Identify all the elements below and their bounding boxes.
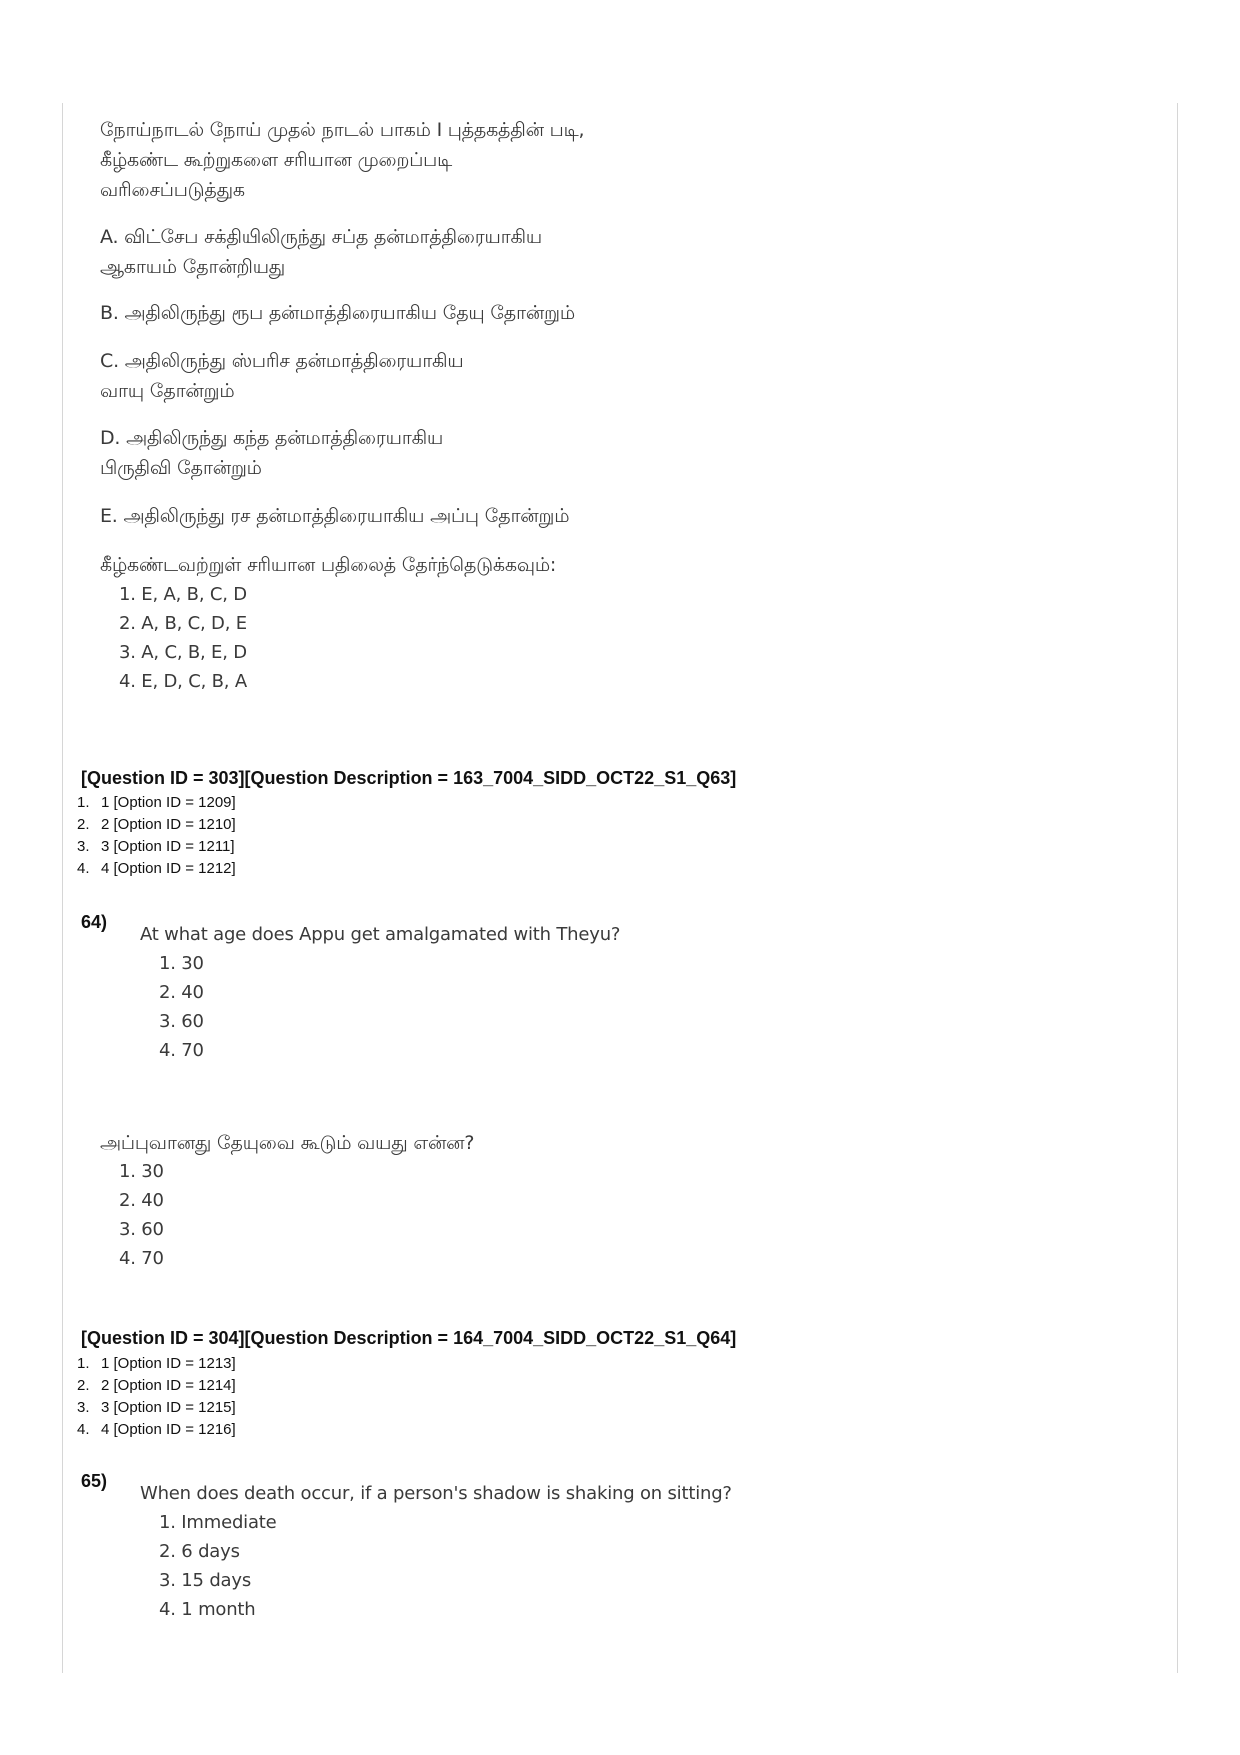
right-margin-line	[1177, 103, 1178, 1673]
q63-choices	[119, 580, 247, 696]
q65-english-choice: 4. 1 month	[159, 1599, 256, 1620]
q65-english-choice: 2. 6 days	[159, 1541, 240, 1562]
q65-number: 65)	[81, 1471, 108, 1491]
q63-tamil-question	[100, 115, 584, 205]
option-id-row: 2. 2 [Option ID = 1210]	[77, 816, 236, 833]
q63-choice: 2. A, B, C, D, E	[119, 613, 247, 634]
q64-option-ids	[77, 1353, 236, 1441]
option-id-row: 2. 2 [Option ID = 1214]	[77, 1377, 236, 1394]
q63-option-ids	[77, 792, 236, 880]
q64-english-choice: 4. 70	[159, 1040, 204, 1061]
option-id-row: 4. 4 [Option ID = 1216]	[77, 1421, 236, 1438]
q63-statement-a: A. விட்சேப சக்தியிலிருந்து சப்த தன்மாத்திரையாகிய ஆகாயம் தோன்றியது	[100, 226, 542, 278]
q65-english-choice: 3. 15 days	[159, 1570, 252, 1591]
q64-tamil-choice: 2. 40	[119, 1190, 164, 1211]
q63-question-line: கீழ்கண்ட கூற்றுகளை சரியான முறைப்படி	[100, 149, 453, 171]
q64-number: 64)	[81, 912, 108, 932]
q63-question-id: [Question ID = 303][Question Description = 163_7004_SIDD_OCT22_S1_Q63]	[81, 768, 737, 788]
option-id-row: 3. 3 [Option ID = 1211]	[77, 838, 235, 855]
q65-english-question: When does death occur, if a person's shadow is shaking on sitting?	[140, 1483, 732, 1504]
q63-question-line: நோய்நாடல் நோய் முதல் நாடல் பாகம் I புத்தகத்தின் படி,	[100, 119, 585, 141]
q64-english-question: At what age does Appu get amalgamated with Theyu?	[140, 924, 621, 945]
q65-english-choices	[159, 1508, 277, 1624]
option-id-row: 1. 1 [Option ID = 1213]	[77, 1355, 236, 1372]
q63-question-line: வரிசைப்படுத்துக	[100, 179, 245, 201]
q64-english-choice: 3. 60	[159, 1011, 204, 1032]
q63-choice: 3. A, C, B, E, D	[119, 642, 247, 663]
q63-statement-d: D. அதிலிருந்து கந்த தன்மாத்திரையாகிய பிருதிவி தோன்றும்	[100, 427, 444, 479]
q64-tamil-choice: 4. 70	[119, 1248, 164, 1269]
q64-english-choice: 2. 40	[159, 982, 204, 1003]
q63-choice: 4. E, D, C, B, A	[119, 671, 247, 692]
q63-statement-c: C. அதிலிருந்து ஸ்பரிச தன்மாத்திரையாகிய வாயு தோன்றும்	[100, 350, 464, 402]
q64-question-id: [Question ID = 304][Question Description = 164_7004_SIDD_OCT22_S1_Q64]	[81, 1328, 737, 1348]
option-id-row: 4. 4 [Option ID = 1212]	[77, 860, 236, 877]
q64-tamil-choice: 1. 30	[119, 1161, 164, 1182]
q65-english-choice: 1. Immediate	[159, 1512, 277, 1533]
q64-tamil-question: அப்புவானது தேயுவை கூடும் வயது என்ன?	[100, 1132, 475, 1154]
left-margin-line	[62, 103, 63, 1673]
option-id-row: 1. 1 [Option ID = 1209]	[77, 794, 236, 811]
q64-english-choice: 1. 30	[159, 953, 204, 974]
q64-english-choices	[159, 949, 204, 1065]
option-id-row: 3. 3 [Option ID = 1215]	[77, 1399, 236, 1416]
q64-tamil-choices	[119, 1157, 164, 1273]
q63-statement-b: B. அதிலிருந்து ரூப தன்மாத்திரையாகிய தேயு தோன்றும்	[100, 302, 575, 324]
q63-choice: 1. E, A, B, C, D	[119, 584, 247, 605]
q63-choose-prompt: கீழ்கண்டவற்றுள் சரியான பதிலைத் தேர்ந்தெடுக்கவும்:	[100, 554, 557, 576]
q64-tamil-choice: 3. 60	[119, 1219, 164, 1240]
q63-statement-e: E. அதிலிருந்து ரச தன்மாத்திரையாகிய அப்பு தோன்றும்	[100, 505, 570, 527]
